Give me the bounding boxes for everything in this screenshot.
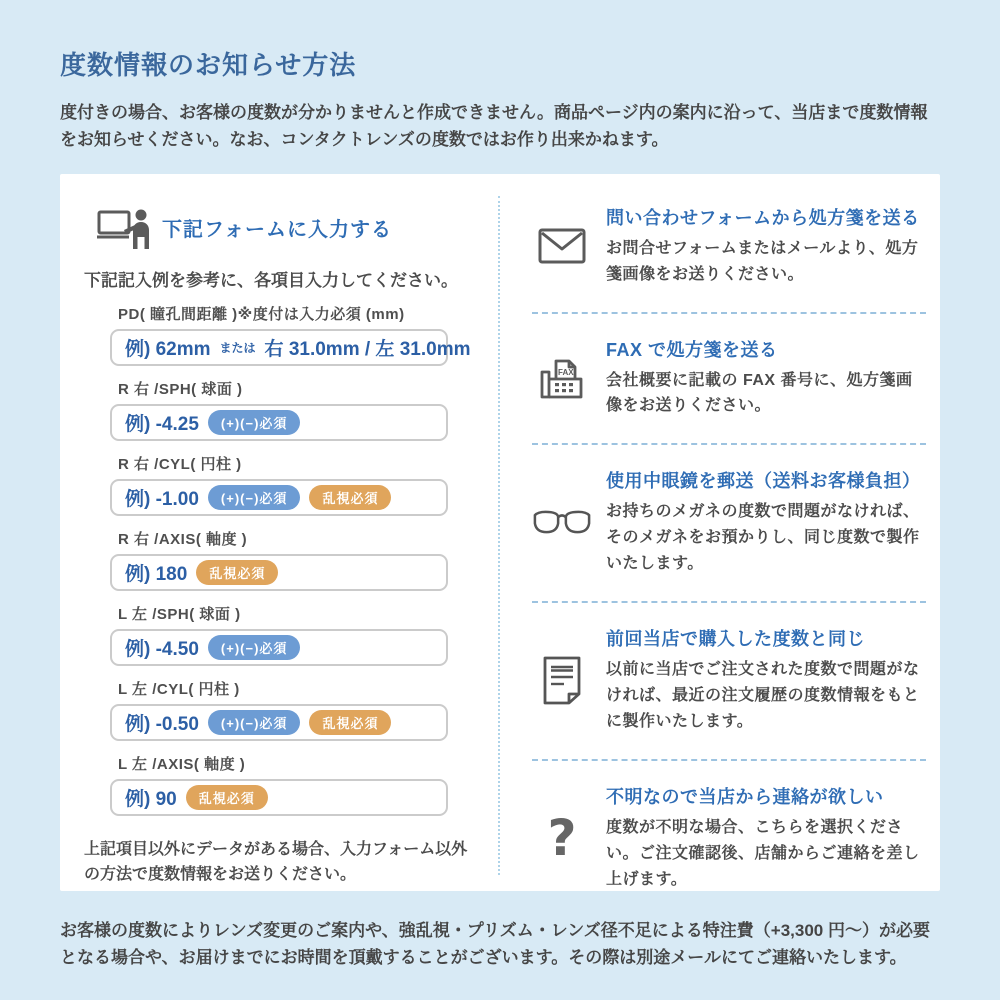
method-title: 使用中眼鏡を郵送（送料お客様負担） <box>606 471 921 492</box>
sign-required-badge: (+)(−)必須 <box>208 485 301 510</box>
presentation-icon <box>96 206 152 250</box>
field-label: L 左 /SPH( 球面 ) <box>118 605 241 623</box>
form-row-pd <box>110 303 471 366</box>
method-unknown-contact <box>532 759 926 917</box>
field-example-box <box>110 404 448 441</box>
field-example-box <box>110 554 448 591</box>
method-body: お持ちのメガネの度数で問題がなければ、そのメガネをお預かりし、同じ度数で製作いたします。 <box>606 503 920 573</box>
example-value: 例) -4.50 <box>125 638 199 660</box>
method-title: 不明なので当店から連絡が欲しい <box>606 786 884 807</box>
field-label: L 左 /AXIS( 軸度 ) <box>118 755 246 773</box>
field-example-box <box>110 479 448 516</box>
mail-icon <box>532 228 592 264</box>
fax-icon <box>532 352 592 402</box>
methods-section <box>498 174 940 891</box>
field-example-box <box>110 329 471 366</box>
form-row-l-sph <box>110 603 448 666</box>
field-label: R 右 /CYL( 円柱 ) <box>118 455 242 473</box>
example-or: または <box>219 340 256 355</box>
question-icon: ? <box>547 808 577 867</box>
example-value: 例) 180 <box>125 563 188 585</box>
method-title: 問い合わせフォームから処方箋を送る <box>606 207 920 228</box>
intro-text: 度付きの場合、お客様の度数が分かりませんと作成できません。商品ページ内の案内に沿って、当店まで度数情報をお知らせください。なお、コンタクトレンズの度数ではお作り出来かねます。 <box>60 103 928 149</box>
example-value-2: 右 31.0mm / 左 31.0mm <box>264 338 471 360</box>
method-contact-form <box>532 174 926 312</box>
method-title: 前回当店で購入した度数と同じ <box>606 629 865 650</box>
method-body: 以前に当店でご注文された度数で問題がなければ、最近の注文履歴の度数情報をもとに製作いたします。 <box>606 661 920 730</box>
example-value: 例) 90 <box>125 788 177 810</box>
form-heading: 下記フォームに入力する <box>162 219 392 242</box>
glasses-icon <box>532 508 592 536</box>
form-row-l-axis <box>110 753 448 816</box>
field-label: R 右 /SPH( 球面 ) <box>118 380 243 398</box>
example-value: 例) -4.25 <box>125 413 199 435</box>
sign-required-badge: (+)(−)必須 <box>208 710 301 735</box>
astigmatism-required-badge: 乱視必須 <box>186 785 268 810</box>
form-row-l-cyl <box>110 678 448 741</box>
example-value: 例) 62mm <box>125 338 211 360</box>
field-label: PD( 瞳孔間距離 )※度付は入力必須 (mm) <box>118 305 405 323</box>
example-value: 例) -1.00 <box>125 488 199 510</box>
form-section <box>60 174 498 891</box>
form-note: 上記項目以外にデータがある場合、入力フォーム以外の方法で度数情報をお送りください。 <box>84 840 468 883</box>
method-mail-glasses <box>532 443 926 601</box>
form-row-r-sph <box>110 378 448 441</box>
page-title: 度数情報のお知らせ方法 <box>60 50 357 80</box>
method-fax <box>532 312 926 444</box>
field-example-box <box>110 704 448 741</box>
footer-note: お客様の度数によりレンズ変更のご案内や、強乱視・プリズム・レンズ径不足による特注費（+3,300 円〜）が必要となる場合や、お届けまでにお時間を頂戴することがございます。その際は別途メールにてご連絡いたします。 <box>60 920 930 968</box>
sign-required-badge: (+)(−)必須 <box>208 635 301 660</box>
method-body: 会社概要に記載の FAX 番号に、処方箋画像をお送りください。 <box>606 371 913 415</box>
example-value: 例) -0.50 <box>125 713 199 735</box>
form-row-r-axis <box>110 528 448 591</box>
sign-required-badge: (+)(−)必須 <box>208 410 301 435</box>
field-example-box <box>110 779 448 816</box>
field-example-box <box>110 629 448 666</box>
info-panel <box>60 174 940 891</box>
svg-text:FAX: FAX <box>558 368 574 378</box>
form-instruction: 下記記入例を参考に、各項目入力してください。 <box>84 270 458 290</box>
field-label: L 左 /CYL( 円柱 ) <box>118 680 240 698</box>
method-title: FAX で処方箋を送る <box>606 339 778 360</box>
field-label: R 右 /AXIS( 軸度 ) <box>118 530 248 548</box>
document-icon <box>532 655 592 705</box>
method-previous-order <box>532 601 926 759</box>
astigmatism-required-badge: 乱視必須 <box>196 560 278 585</box>
form-row-r-cyl <box>110 453 448 516</box>
vertical-divider <box>498 196 500 875</box>
method-body: お問合せフォームまたはメールより、処方箋画像をお送りください。 <box>606 239 919 283</box>
form-header <box>96 204 498 252</box>
astigmatism-required-badge: 乱視必須 <box>309 710 391 735</box>
form-rows <box>84 303 498 816</box>
method-body: 度数が不明な場合、こちらを選択ください。ご注文確認後、店舗からご連絡を差し上げます。 <box>606 818 920 888</box>
astigmatism-required-badge: 乱視必須 <box>309 485 391 510</box>
